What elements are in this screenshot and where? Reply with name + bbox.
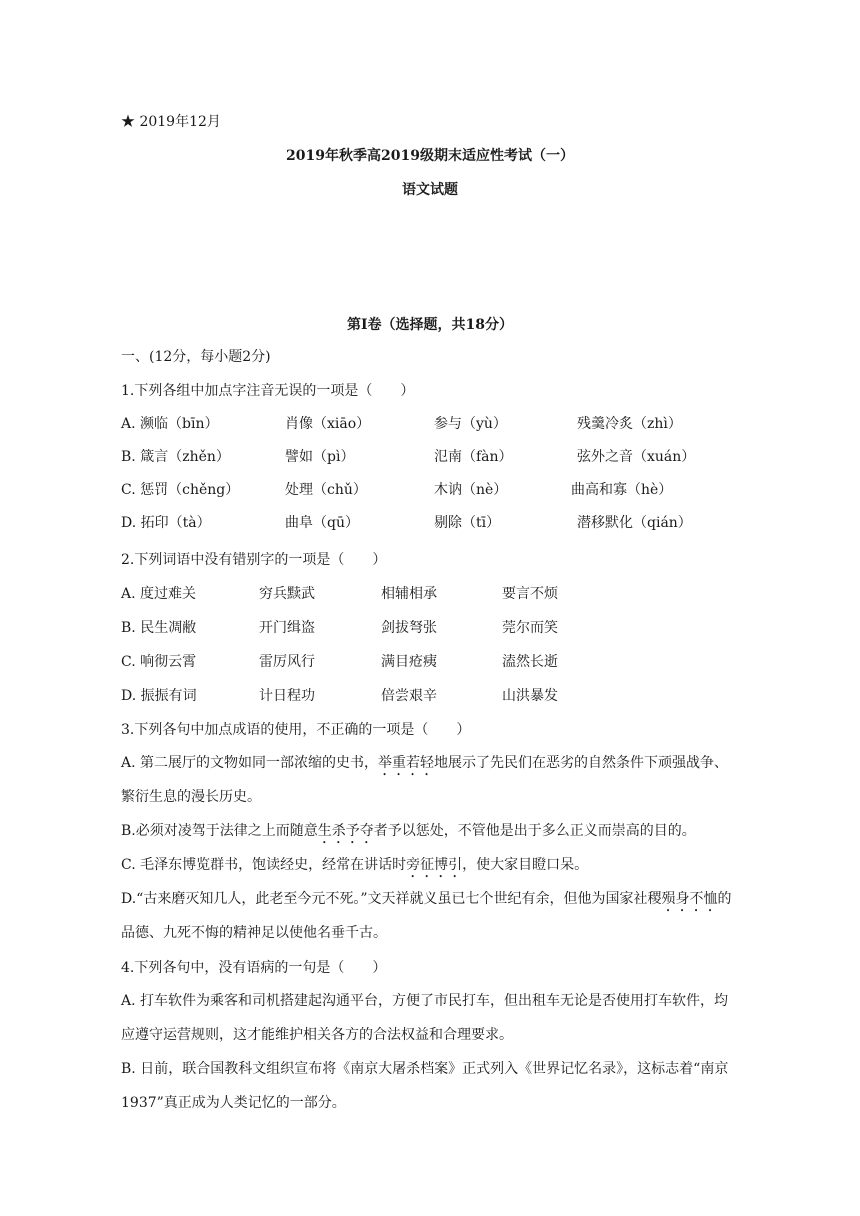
q1-a-2: 肖像（xiāo） [285,416,371,432]
q1-b-3: 氾南（fàn） [434,449,513,465]
q2-a-1: A. 度过难关 [121,586,197,602]
q4-stem: 4.下列各句中，没有语病的一句是（ ） [121,960,387,976]
q3-b-text-2: 者予以惩处，不管他是出于多么正义而崇高的目的。 [373,823,696,839]
q2-a-4: 要言不烦 [502,586,558,602]
q2-c-1: C. 响彻云霄 [121,654,197,670]
q1-a-4: 残羹冷炙（zhì） [577,416,682,432]
q1-d-4: 潜移默化（qián） [577,515,692,531]
q3-b-idiom: 生杀予夺 [317,823,374,839]
q1-b-2: 譬如（pì） [285,449,355,465]
q3-stem: 3.下列各句中加点成语的使用，不正确的一项是（ ） [121,722,471,738]
q3-a-text-3: 战争、繁衍生息的漫长历史。 [121,755,729,805]
q1-c-3: 木讷（nè） [434,482,508,498]
subject-title: 语文试题 [402,182,458,198]
q1-b-1: B. 箴言（zhěn） [121,449,230,465]
q2-a-3: 相辅相承 [381,586,437,602]
q3-a-text-1: A. 第二展厅的文物如同一部浓缩的史书， [121,755,379,771]
q1-c-4: 曲高和寡（hè） [571,482,673,498]
q2-stem: 2.下列词语中没有错别字的一项是（ ） [121,552,387,568]
q3-option-a [121,746,741,814]
q3-d-text-2: 的品德、九死不悔的精神足以使他名垂千古。 [121,891,732,941]
q4-option-b: B. 日前，联合国教科文组织宣布将《南京大屠杀档案》正式列入《世界记忆名录》，这标志着“南京1937”真正成为人类记忆的一部分。 [121,1061,729,1111]
q3-option-b [121,814,741,848]
exam-title: 2019年秋季高2019级期末适应性考试（一） [286,148,574,164]
part-heading: 一、(12分，每小题2分) [121,349,271,365]
q3-c-idiom: 旁征博引 [406,857,463,873]
q3-d-text-1: D.“古来磨灭知几人，此老至今元不死。”文天祥就义虽已七个世纪有余，但他为国家社稷 [121,891,662,907]
q2-b-4: 莞尔而笑 [502,620,558,636]
q3-option-c [121,848,741,882]
q1-a-3: 参与（yù） [434,416,507,432]
q2-d-1: D. 振振有词 [121,688,197,704]
q2-c-2: 雷厉风行 [259,654,315,670]
date-line: ★ 2019年12月 [121,114,221,130]
q1-a-1: A. 濒临（bīn） [121,416,219,432]
q3-a-text-2: 地展示了先民们在恶劣的自然条件下顽强 [434,755,687,771]
q1-stem: 1.下列各组中加点字注音无误的一项是（ ） [121,383,415,399]
q1-d-1: D. 拓印（tà） [121,515,211,531]
q3-a-idiom: 举重若轻 [378,755,435,771]
section-title: 第Ⅰ卷（选择题，共18分） [346,317,514,333]
q1-d-2: 曲阜（qū） [285,515,359,531]
q4-option-a: A. 打车软件为乘客和司机搭建起沟通平台，方便了市民打车，但出租车无论是否使用打车软件，均应遵守运营规则，这才能维护相关各方的合法权益和合理要求。 [121,993,729,1043]
q2-d-4: 山洪暴发 [502,688,558,704]
q3-c-text-1: C. 毛泽东博览群书，饱读经史，经常在讲话时 [121,857,407,873]
q2-a-2: 穷兵黩武 [259,586,315,602]
q2-b-1: B. 民生凋敝 [121,620,197,636]
q2-c-3: 满目疮痍 [381,654,437,670]
q3-d-idiom-2: 身不恤 [675,891,718,907]
q1-b-4: 弦外之音（xuán） [577,449,696,465]
q2-c-4: 溘然长逝 [502,654,558,670]
q3-b-text-1: B.必须对凌驾于法律之上而随意 [121,823,318,839]
q3-d-idiom-1: 殒 [661,891,676,907]
q1-c-1: C. 惩罚（chěng） [121,482,240,498]
q3-option-d [121,882,741,950]
q2-b-3: 剑拔弩张 [381,620,437,636]
q2-d-3: 倍尝艰辛 [381,688,437,704]
q1-d-3: 剔除（tī） [434,515,501,531]
q2-b-2: 开门缉盗 [259,620,315,636]
q3-c-text-2: ，使大家目瞪口呆。 [462,857,589,873]
q2-d-2: 计日程功 [259,688,315,704]
q1-c-2: 处理（chǔ） [285,482,367,498]
